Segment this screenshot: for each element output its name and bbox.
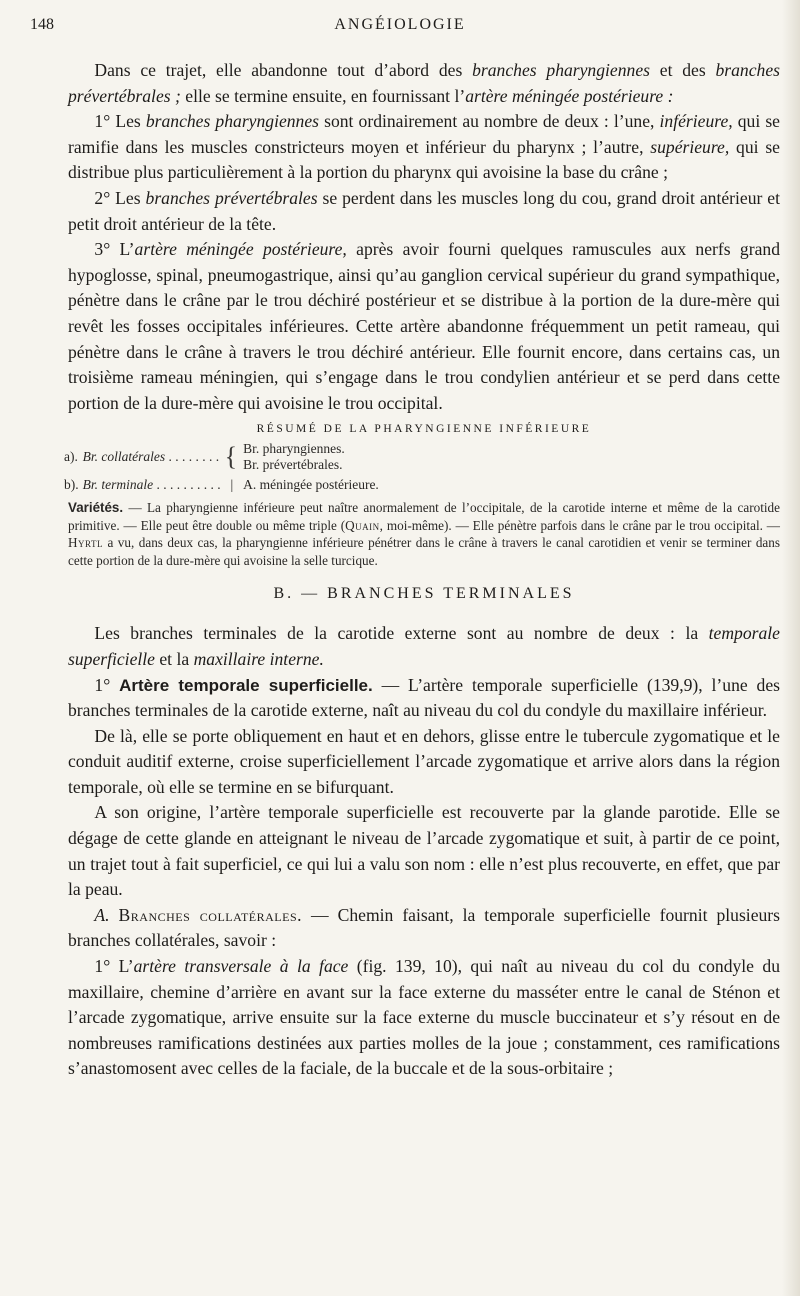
page-edge-shadow bbox=[782, 0, 800, 1296]
brace-glyph: { bbox=[224, 442, 238, 472]
paragraph-trajet: De là, elle se porte obliquement en haut et en dehors, glisse entre le tubercule zygomatique et le conduit auditif externe, croise superficiellement l’arcade zygomatique et arrive alors dans la région temporale, où elle se termine en se bifurquant. bbox=[68, 725, 780, 797]
row-b-separator: | bbox=[230, 477, 234, 493]
page-number: 148 bbox=[30, 16, 54, 33]
row-a-item-2: Br. prévertébrales. bbox=[243, 457, 343, 473]
row-b-label: Br. terminale . . . . . . . . . . bbox=[82, 477, 221, 493]
row-a-item-1: Br. pharyngiennes. bbox=[243, 441, 345, 457]
paragraph-intro: Dans ce trajet, elle abandonne tout d’abord des branches pharyngiennes et des branches prévertébrales ; elle se termine ensuite, en fournissant l’artère méningée postérieure : bbox=[68, 60, 780, 106]
summary-row-b bbox=[64, 473, 379, 493]
paragraph-collateral-branches: A. Branches collatérales. — Chemin faisant, la temporale superficielle fournit plusieurs branches collatérales, savoir : bbox=[68, 904, 781, 951]
row-b-item: A. méningée postérieure. bbox=[243, 477, 379, 493]
varietes-note: Variétés. — La pharyngienne inférieure peut naître anormalement de l’occipitale, de la carotide interne et même de la carotide primitive. — Elle peut être double ou même triple (Quain, moi-même). — Elle pénètre parfois dans le crâne par le trou occipital. — Hyrtl a vu, dans deux cas, la pharyngienne inférieure pénétrer dans le crâne à travers le canal carotidien et venir se terminer dans cette portion de la dure-mère qui avoisine la selle turcique. bbox=[68, 500, 780, 568]
item-pharyngeal-branches: 1° Les branches pharyngiennes sont ordinairement au nombre de deux : l’une, inférieure, qui se ramifie dans les muscles constricteurs moyen et inférieur du pharynx ; l’autre, supérieure, qui se distribue plus particulièrement à la portion du pharynx qui avoisine la base du crâne ; bbox=[68, 111, 780, 183]
row-a-letter: a). bbox=[64, 449, 78, 465]
summary-title: RÉSUMÉ DE LA PHARYNGIENNE INFÉRIEURE bbox=[256, 423, 592, 436]
item-meningeal-artery: 3° L’artère méningée postérieure, après avoir fourni quelques ramuscules aux nerfs grand hypoglosse, spinal, pneumogastrique, ainsi qu’au ganglion cervical supérieur du grand sympathique, pénètre dans le crâne par le trou déchiré postérieur et se distribue à la portion de la dure-mère qui revêt les fosses occipitales inférieures. Cette artère abandonne fréquemment un petit rameau, qui pénètre dans le crâne à travers le trou déchiré antérieur. Elle fournit encore, dans certains cas, un troisième rameau méningien, qui s’engage dans le trou condylien antérieur et se perd dans cette portion de la dure-mère qui avoisine le trou occipital. bbox=[68, 239, 780, 413]
page-header bbox=[30, 16, 770, 38]
item-prevertebral-branches: 2° Les branches prévertébrales se perdent dans les muscles long du cou, grand droit antérieur et petit droit antérieur de la tête. bbox=[68, 187, 780, 234]
summary-row-a bbox=[64, 441, 379, 457]
paragraph-temporal-artery: 1° Artère temporale superficielle. — L’artère temporale superficielle (139,9), l’une des branches terminales de la carotide externe, naît au niveau du col du condyle du maxillaire inférieur. bbox=[68, 674, 780, 721]
paragraph-origine: A son origine, l’artère temporale superficielle est recouverte par la glande parotide. Elle se dégage de cette glande en atteignant le niveau de l’arcade zygomatique et suit, à partir de ce point, un trajet tout à fait superficiel, ce qui lui a valu son nom : elle n’est plus recouverte, en effet, que par la peau. bbox=[68, 802, 780, 900]
summary-table bbox=[64, 441, 379, 493]
paragraph-terminal-branches: Les branches terminales de la carotide externe sont au nombre de deux : la temporale superficielle et la maxillaire interne. bbox=[68, 623, 780, 669]
row-b-letter: b). bbox=[64, 477, 79, 493]
item-transverse-facial-artery: 1° L’artère transversale à la face (fig. 139, 10), qui naît au niveau du col du condyle du maxillaire, chemine d’arrière en avant sur la face externe du masséter entre le canal de Sténon et l’arcade zygomatique, arrive ensuite sur la face externe du muscle buccinateur et s’y résout en de nombreuses ramifications destinées aux parties molles de la joue ; constamment, ces ramifications s’anastomosent avec celles de la faciale, de la buccale et de la sous-orbitaire ; bbox=[68, 956, 780, 1079]
running-title: ANGÉIOLOGIE bbox=[334, 16, 466, 33]
page-body bbox=[64, 58, 781, 1082]
section-heading: B. — BRANCHES TERMINALES bbox=[273, 585, 575, 603]
row-a-label: Br. collatérales . . . . . . . . bbox=[82, 449, 220, 465]
